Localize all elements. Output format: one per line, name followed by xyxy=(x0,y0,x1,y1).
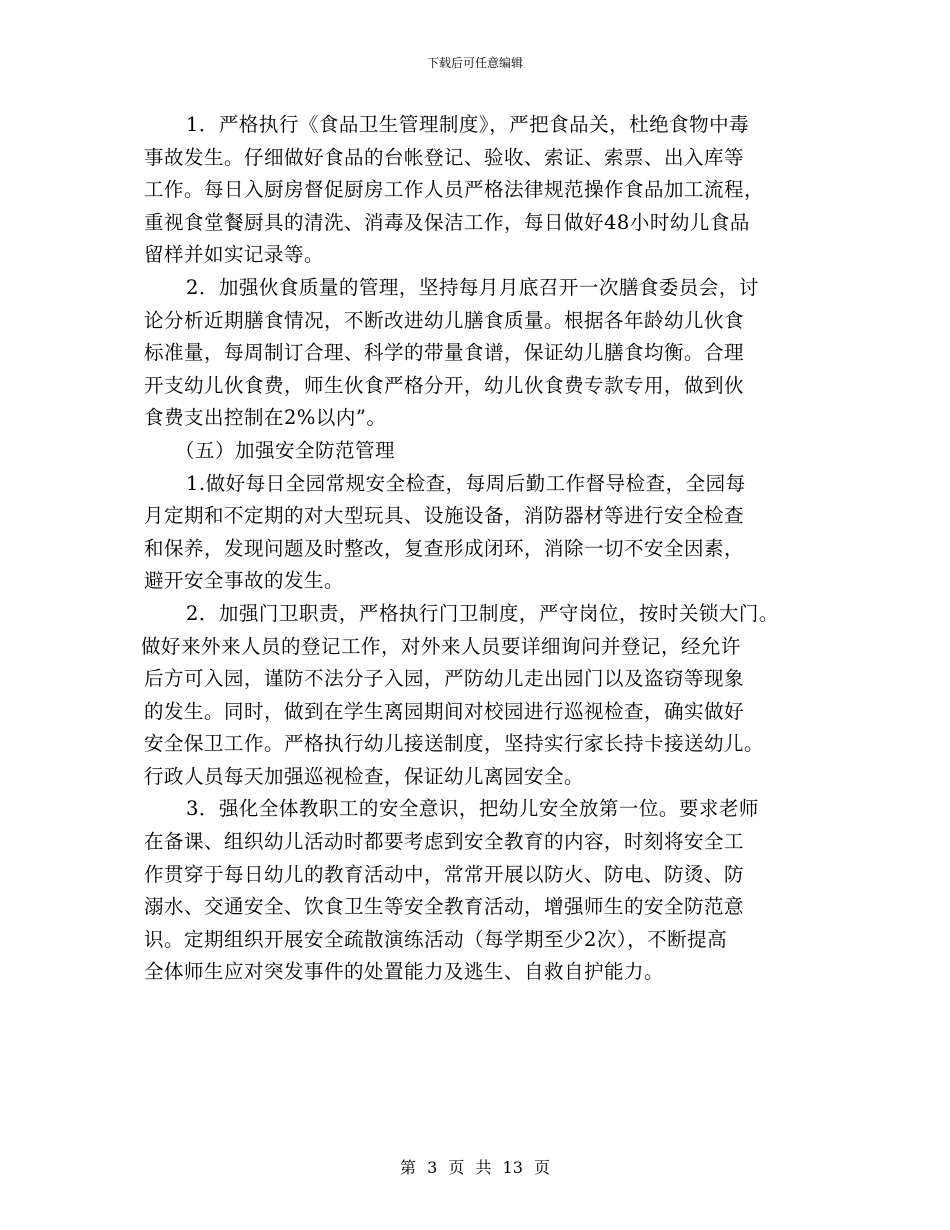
paragraph-line: 论分析近期膳食情况，不断改进幼儿膳食质量。根据各年龄幼儿伙食 xyxy=(144,308,745,332)
paragraph-line: 溺水、交通安全、饮食卫生等安全教育活动，增强师生的安全防范意 xyxy=(144,895,745,919)
paragraph-line: 的发生。同时，做到在学生离园期间对校园进行巡视检查，确实做好 xyxy=(144,699,745,723)
paragraph-line: 全体师生应对突发事件的处置能力及逃生、自救自护能力。 xyxy=(144,960,665,984)
paragraph-line: 1.做好每日全园常规安全检查，每周后勤工作督导检查，全园每 xyxy=(186,471,746,495)
paragraph-line: 工作。每日入厨房督促厨房工作人员严格法律规范操作食品加工流程， xyxy=(144,178,765,202)
paragraph-line: 后方可入园，谨防不法分子入园，严防幼儿走出园门以及盗窃等现象 xyxy=(144,667,745,691)
paragraph-line: 食费支出控制在2%以内”。 xyxy=(144,406,387,430)
paragraph-line: 3．强化全体教职工的安全意识，把幼儿安全放第一位。要求老师 xyxy=(186,797,759,821)
paragraph-line: 识。定期组织开展安全疏散演练活动（每学期至少2次），不断提高 xyxy=(144,927,728,951)
document-body xyxy=(141,109,824,989)
paragraph-line: 留样并如实记录等。 xyxy=(144,243,325,267)
paragraph-line: 作贯穿于每日幼儿的教育活动中，常常开展以防火、防电、防烫、防 xyxy=(144,862,745,886)
paragraph-line: 做好来外来人员的登记工作，对外来人员要详细询问并登记，经允许 xyxy=(141,634,742,658)
paragraph-line: 安全保卫工作。严格执行幼儿接送制度，坚持实行家长持卡接送幼儿。 xyxy=(144,732,765,756)
paragraph-line: 和保养，发现问题及时整改，复查形成闭环，消除一切不安全因素， xyxy=(144,536,745,560)
page-header: 下载后可任意编辑 xyxy=(426,56,523,70)
paragraph-line: 避开安全事故的发生。 xyxy=(144,569,345,593)
paragraph-line: 事故发生。仔细做好食品的台帐登记、验收、索证、索票、出入库等 xyxy=(144,145,745,169)
section-heading: （五）加强安全防范管理 xyxy=(175,438,396,462)
paragraph-line: 1．严格执行《食品卫生管理制度》，严把食品关，杜绝食物中毒 xyxy=(186,113,750,136)
paragraph-line: 2．加强门卫职责，严格执行门卫制度，严守岗位，按时关锁大门。 xyxy=(186,601,779,625)
paragraph-line: 在备课、组织幼儿活动时都要考虑到安全教育的内容，时刻将安全工 xyxy=(144,830,745,854)
paragraph-line: 月定期和不定期的对大型玩具、设施设备，消防器材等进行安全检查 xyxy=(144,504,745,528)
paragraph-line: 重视食堂餐厨具的清洗、消毒及保洁工作，每日做好48小时幼儿食品 xyxy=(144,210,750,234)
page-number: 第 3 页 共 13 页 xyxy=(400,1158,550,1177)
paragraph-line: 2．加强伙食质量的管理，坚持每月月底召开一次膳食委员会，讨 xyxy=(186,275,759,299)
paragraph-line: 行政人员每天加强巡视检查，保证幼儿离园安全。 xyxy=(144,764,585,788)
paragraph-line: 开支幼儿伙食费，师生伙食严格分开，幼儿伙食费专款专用，做到伙 xyxy=(144,373,745,397)
paragraph-line: 标准量，每周制订合理、科学的带量食谱，保证幼儿膳食均衡。合理 xyxy=(144,341,745,365)
